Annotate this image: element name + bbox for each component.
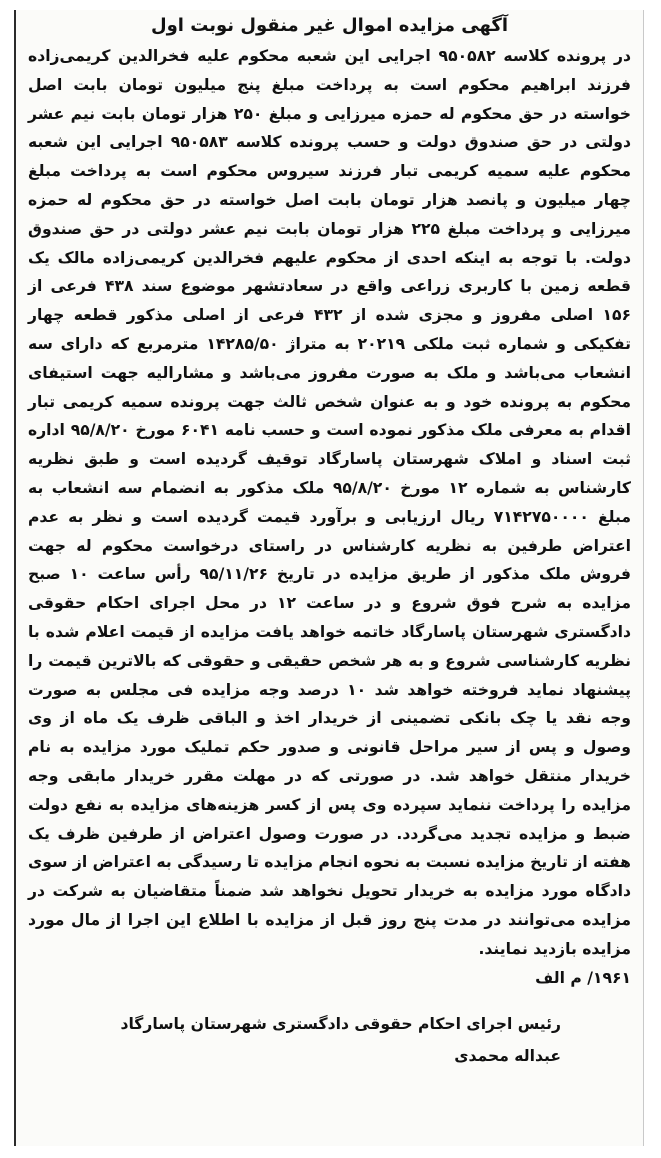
notice-body: در پرونده کلاسه ۹۵۰۵۸۲ اجرایی این شعبه محکوم علیه فخرالدین کریمی‌زاده فرزند ابراهیم محکوم است به پرداخت مبلغ پنج میلیون تومان بابت اصل خواسته در حق محکوم له حمزه میرزایی و مبلغ ۲۵۰ هزار تومان بابت نیم عشر دولتی در حق صندوق دولت و حسب پرونده کلاسه ۹۵۰۵۸۳ اجرایی این شعبه محکوم علیه سمیه کریمی تبار فرزند سیروس محکوم است به پرداخت مبلغ چهار میلیون و پانصد هزار تومان بابت اصل خواسته در حق محکوم له حمزه میرزایی و پرداخت مبلغ ۲۲۵ هزار تومان بابت نیم عشر دولتی در حق صندوق دولت. با توجه به اینکه احدی از محکوم علیهم فخرالدین کریمی‌زاده مالک یک قطعه زمین با کاربری زراعی واقع در سعادتشهر موضوع سند ۴۳۸ فرعی از ۱۵۶ اصلی مفروز و مجزی شده از ۴۳۲ فرعی از اصلی مذکور قطعه چهار تفکیکی و شماره ثبت ملکی ۲۰۲۱۹ به متراژ ۱۴۲۸۵/۵۰ مترمربع که دارای سه انشعاب می‌باشد و ملک به صورت مفروز می‌باشد و مشارالیه جهت استیفای محکوم به پرونده خود و به عنوان شخص ثالث جهت پرونده سمیه کریمی تبار اقدام به معرفی ملک مذکور نموده است و حسب نامه ۶۰۴۱ مورخ ۹۵/۸/۲۰ اداره ثبت اسناد و املاک شهرستان پاسارگاد توقیف گردیده است و طبق نظریه کارشناس به شماره ۱۲ مورخ ۹۵/۸/۲۰ ملک مذکور به انضمام سه انشعاب به مبلغ ۷۱۴۲۷۵۰۰۰۰ ریال ارزیابی و برآورد قیمت گردیده است و نظر به عدم اعتراض طرفین به نظریه کارشناس در راستای درخواست محکوم له جهت فروش ملک مذکور از طریق مزایده در تاریخ ۹۵/۱۱/۲۶ رأس ساعت ۱۰ صبح مزایده به شرح فوق شروع و در ساعت ۱۲ در محل اجرای احکام حقوقی دادگستری شهرستان پاسارگاد خاتمه خواهد یافت مزایده از قیمت اعلام شده با نظریه کارشناسی شروع و به هر شخص حقیقی و حقوقی که بالاترین قیمت را پیشنهاد نماید فروخته خواهد شد ۱۰ درصد وجه مزایده فی مجلس به صورت وجه نقد یا چک بانکی تضمینی از خریدار اخذ و الباقی ظرف یک ماه از وی وصول و پس از سیر مراحل قانونی و صدور حکم تملیک مورد مزایده به نام خریدار منتقل خواهد شد. در صورتی که در مهلت مقرر خریدار مابقی وجه مزایده را پرداخت ننماید سپرده وی پس از کسر هزینه‌های مزایده به نفع دولت ضبط و مزایده تجدید می‌گردد. در صورت وصول اعتراض از طرفین ظرف یک هفته از تاریخ مزایده نسبت به نحوه انجام مزایده تا رسیدگی به اعتراض از سوی دادگاه مورد مزایده به خریدار تحویل نخواهد شد ضمناً متقاضیان به شرکت در مزایده می‌توانند در مدت پنج روز قبل از مزایده با اطلاع این اجرا از مال مورد مزایده بازدید نمایند. <box>28 47 631 958</box>
reference-number: ۱۹۶۱/ م الف <box>535 968 631 987</box>
signature-block <box>28 1008 631 1072</box>
notice-title: آگهی مزایده اموال غیر منقول نوبت اول <box>150 15 509 36</box>
notice-clipping <box>14 10 644 1146</box>
signatory-name: عبداله محمدی <box>454 1047 561 1066</box>
signatory-position: رئیس اجرای احکام حقوقی دادگستری شهرستان پاسارگاد <box>120 1015 561 1034</box>
